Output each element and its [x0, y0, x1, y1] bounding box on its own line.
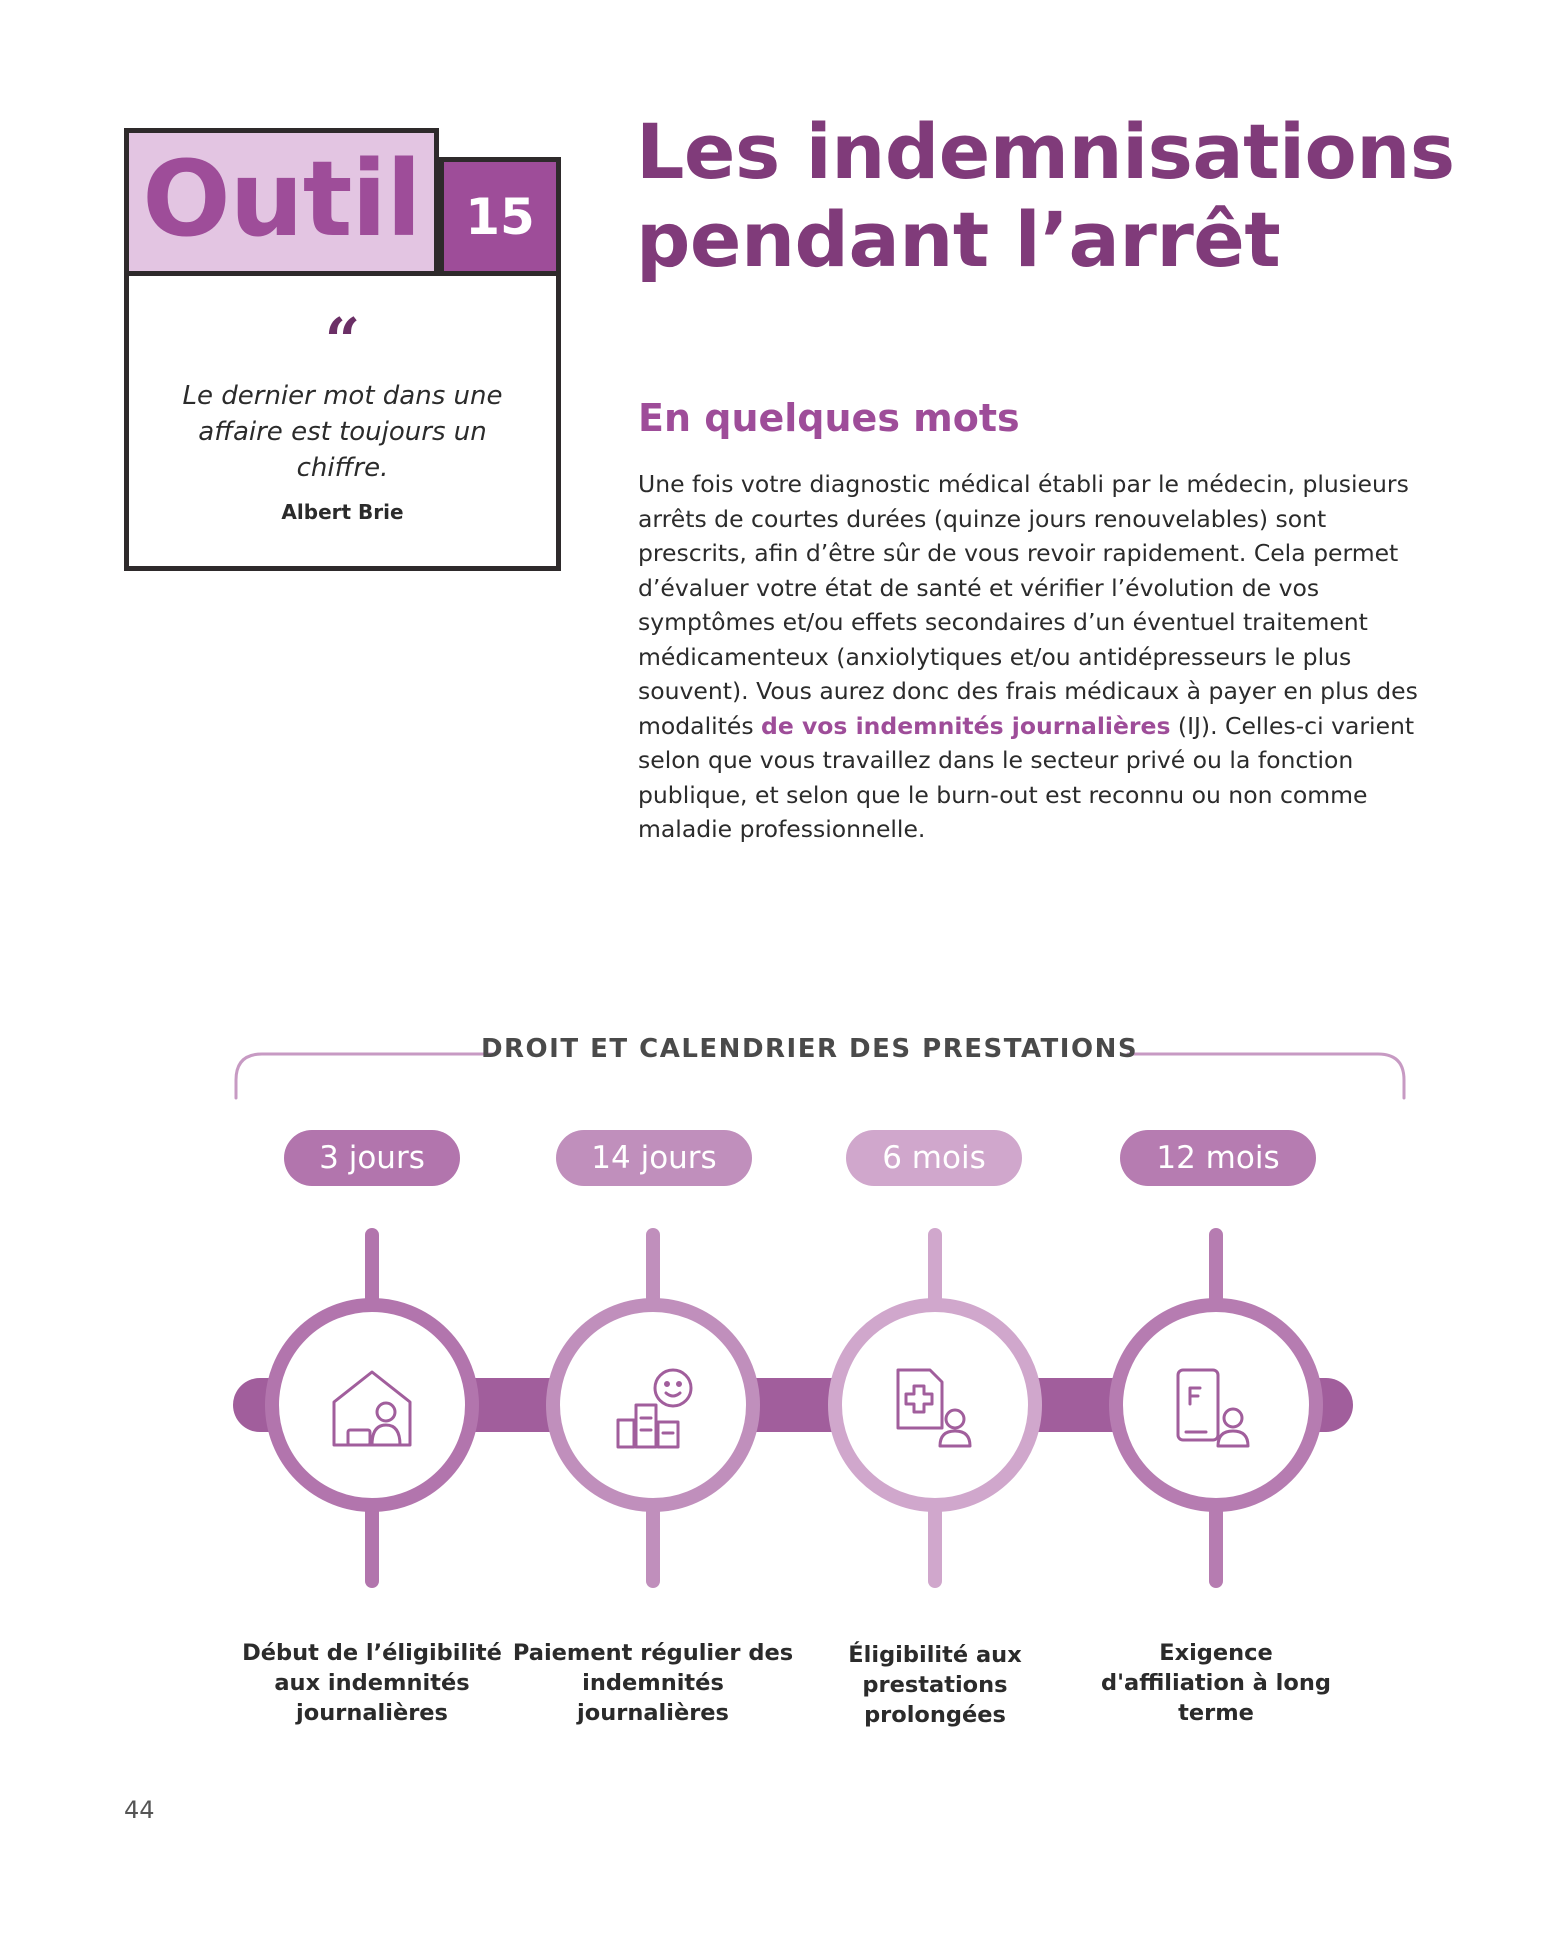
timeline-node-3 [835, 1228, 1035, 1588]
quote-author: Albert Brie [281, 500, 404, 524]
tool-number: 15 [465, 187, 535, 246]
timeline-heading: DROIT ET CALENDRIER DES PRESTATIONS [480, 1034, 1139, 1064]
tool-label: Outil [142, 138, 421, 260]
step-label-3: Éligibilité aux prestations prolongées [848, 1642, 1022, 1728]
step-label-2: Paiement régulier des indemnités journalières [512, 1640, 794, 1726]
pill-step-1: 3 jours [284, 1130, 460, 1186]
body-text-part2: Cela permet d’évaluer votre état de santé et vérifier l’évolution de vos symptômes et/ou effets secondaires d’un éventuel traitement médicamenteux (anxiolytiques et/ou antidépresseurs le plus souvent). Vous aurez donc des frais médicaux à payer en plus des modalités [638, 539, 1418, 740]
pill-step-2: 14 jours [556, 1130, 752, 1186]
quote-mark-icon: “ [324, 304, 361, 377]
indemnites-link[interactable]: de vos indemnités journalières [761, 711, 1171, 740]
page-number: 44 [124, 1796, 155, 1824]
step-label-4: Exigence d'affiliation à long terme [1101, 1640, 1331, 1726]
body-text-part1: Une fois votre diagnostic médical établi par le médecin, plusieurs arrêts de courtes durées (quinze jours renouvelables) sont prescrits, afin d’être sûr de vous revoir rapidement. [638, 470, 1409, 567]
pill-step-4: 12 mois [1120, 1130, 1316, 1186]
section-subtitle: En quelques mots [638, 396, 1020, 440]
page-title: Les indemnisations pendant l’arrêt [636, 107, 1455, 284]
timeline-node-2 [553, 1228, 753, 1588]
quote-text: Le dernier mot dans une affaire est toujours un chiffre. [182, 381, 503, 483]
pill-step-3: 6 mois [846, 1130, 1022, 1186]
timeline-node-1 [272, 1228, 472, 1588]
body-text-part3: (IJ). Celles-ci varient selon que vous travaillez dans le secteur privé ou la fonction publique, et selon que le burn-out est reconnu ou non comme maladie professionnelle. [638, 711, 1415, 843]
step-label-1: Début de l’éligibilité aux indemnités journalières [242, 1640, 502, 1726]
timeline-node-4 [1116, 1228, 1316, 1588]
